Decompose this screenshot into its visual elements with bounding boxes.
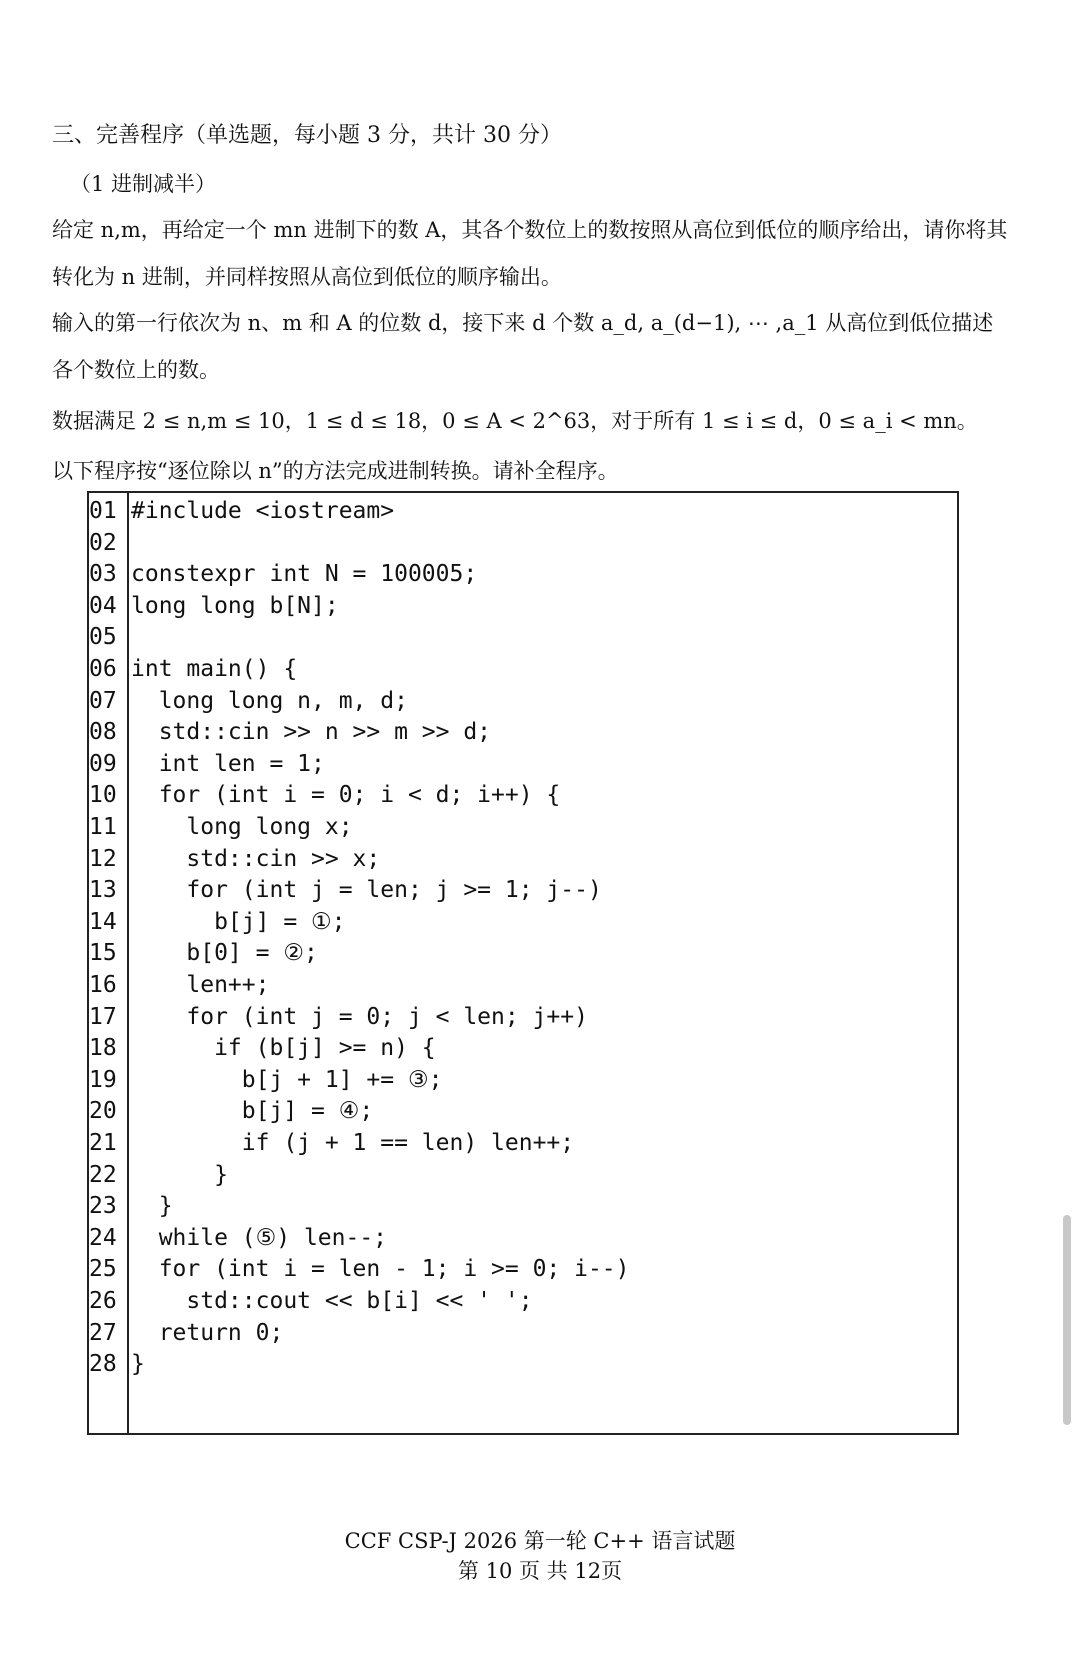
footer-page-number: 第 10 页 共 12页 (457, 1559, 623, 1583)
code-text: if (b[j] >= n) { (131, 1035, 436, 1062)
scrollbar[interactable] (1063, 1215, 1071, 1425)
code-text: len++; (131, 972, 270, 998)
code-text: long long b[N]; (131, 592, 339, 619)
code-text: #include <iostream> (131, 498, 395, 524)
line-number: 22 (89, 1161, 117, 1188)
code-text: } (131, 1351, 145, 1378)
code-text: long long n, m, d; (131, 687, 408, 714)
code-text: std::cin >> x; (131, 845, 381, 872)
line-number: 07 (89, 687, 117, 714)
code-text: return 0; (131, 1319, 284, 1346)
code-text: std::cin >> n >> m >> d; (131, 719, 492, 746)
input-description: 输入的第一行依次为 n、m 和 A 的位数 d，接下来 d 个数 a_d, a_(d−1), ⋯ ,a_1 从高位到低位描述各个数位上的数。 (52, 311, 994, 382)
line-number: 01 (89, 498, 117, 524)
line-number: 08 (89, 719, 117, 746)
line-number: 27 (89, 1319, 117, 1346)
line-number: 16 (89, 972, 117, 998)
code-text: } (131, 1193, 173, 1220)
line-number: 17 (89, 1003, 117, 1030)
code-text: b[0] = ②; (131, 940, 318, 967)
code-text: b[j] = ④; (131, 1098, 374, 1125)
line-number: 05 (89, 624, 117, 651)
code-text: } (131, 1161, 228, 1188)
line-number: 18 (89, 1035, 117, 1062)
line-number: 12 (89, 845, 117, 872)
code-text: for (int i = 0; i < d; i++) { (131, 782, 561, 809)
code-text: while (⑤) len--; (131, 1224, 388, 1251)
line-number: 13 (89, 877, 117, 904)
line-number: 24 (89, 1224, 117, 1251)
line-number-divider (127, 493, 129, 1433)
instruction: 以下程序按“逐位除以 n”的方法完成进制转换。请补全程序。 (52, 459, 619, 483)
code-text: b[j] = ①; (131, 908, 346, 935)
line-number: 11 (89, 814, 117, 840)
code-text: for (int j = len; j >= 1; j--) (131, 877, 602, 904)
line-number: 25 (89, 1256, 117, 1283)
line-number: 28 (89, 1351, 117, 1378)
code-text: constexpr int N = 100005; (131, 561, 478, 588)
code-text: for (int j = 0; j < len; j++) (131, 1003, 588, 1030)
code-text: b[j + 1] += ③; (131, 1066, 443, 1093)
line-number: 09 (89, 750, 117, 777)
line-number: 20 (89, 1098, 117, 1125)
problem-subtitle: （1 进制减半） (70, 172, 217, 196)
constraints: 数据满足 2 ≤ n,m ≤ 10，1 ≤ d ≤ 18，0 ≤ A < 2^63，对于所有 1 ≤ i ≤ d，0 ≤ a_i < mn。 (52, 409, 978, 433)
code-listing (87, 491, 959, 1435)
line-number: 14 (89, 908, 117, 935)
line-number: 04 (89, 592, 117, 619)
section-title: 三、完善程序（单选题，每小题 3 分，共计 30 分） (52, 123, 562, 148)
code-text: int len = 1; (131, 750, 325, 777)
code-text: long long x; (131, 814, 353, 840)
line-number: 23 (89, 1193, 117, 1220)
footer-title: CCF CSP-J 2026 第一轮 C++ 语言试题 (344, 1529, 736, 1553)
line-number: 21 (89, 1130, 117, 1156)
line-number: 03 (89, 561, 117, 588)
problem-description: 给定 n,m，再给定一个 mn 进制下的数 A，其各个数位上的数按照从高位到低位的顺序给出，请你将其转化为 n 进制，并同样按照从高位到低位的顺序输出。 (52, 218, 1008, 289)
line-number: 19 (89, 1066, 117, 1093)
code-text: std::cout << b[i] << ' '; (131, 1288, 533, 1314)
line-number: 06 (89, 656, 117, 682)
code-text: if (j + 1 == len) len++; (131, 1130, 575, 1156)
line-number: 26 (89, 1288, 117, 1314)
line-number: 15 (89, 940, 117, 967)
code-text: int main() { (131, 656, 298, 682)
code-text: for (int i = len - 1; i >= 0; i--) (131, 1256, 630, 1283)
line-number: 10 (89, 782, 117, 809)
line-number: 02 (89, 529, 117, 556)
